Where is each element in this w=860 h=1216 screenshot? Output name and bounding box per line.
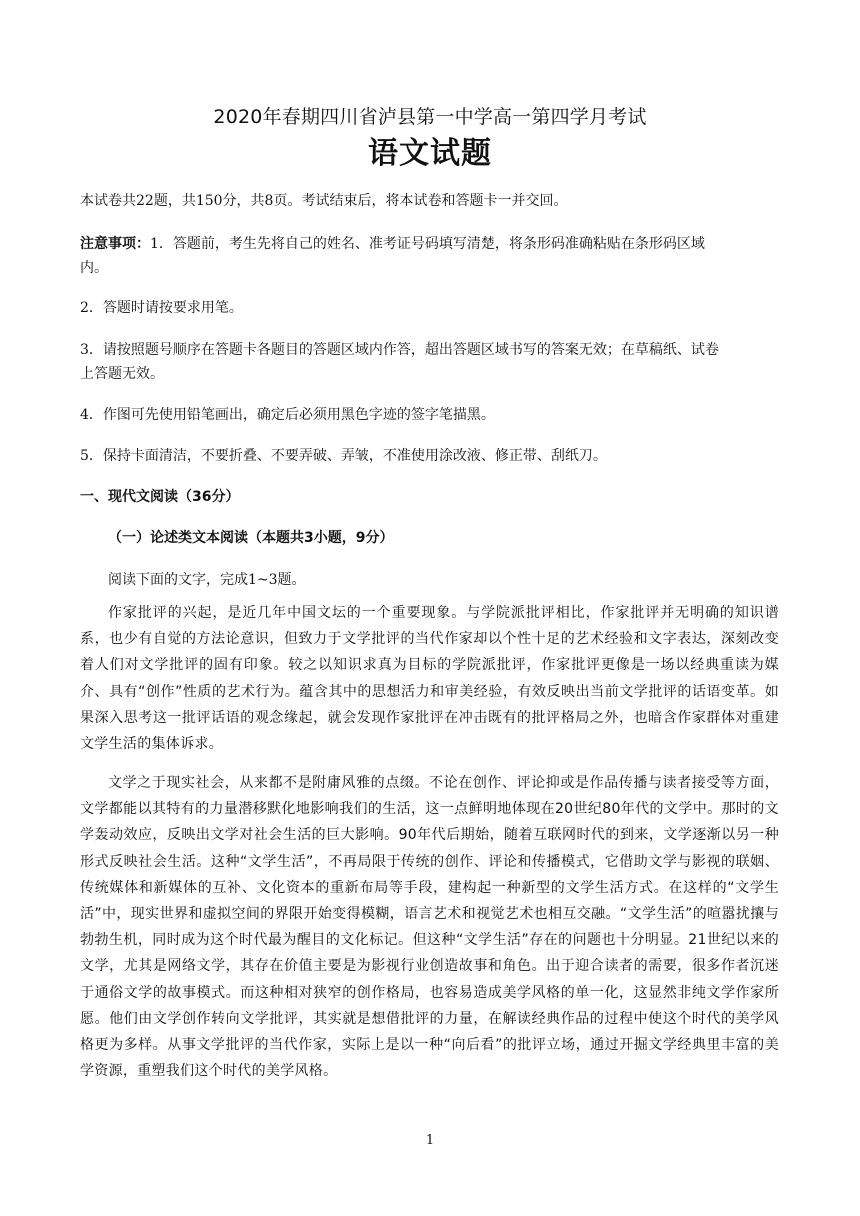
subsection-heading: （一）论述类文本阅读（本题共3小题，9分） (108, 530, 394, 546)
notice-item-1-text: 1．答题前，考生先将自己的姓名、准考证号码填写清楚，将条形码准确粘贴在条形码区域 (150, 236, 705, 252)
exam-intro: 本试卷共22题，共150分，共8页。考试结束后，将本试卷和答题卡一并交回。 (80, 193, 568, 209)
notice-item-5: 5．保持卡面清洁，不要折叠、不要弄破、弄皱，不准使用涂改液、修正带、刮纸刀。 (80, 448, 607, 464)
exam-title: 2020年春期四川省泸县第一中学高一第四学月考试 (213, 106, 647, 128)
reading-instruction: 阅读下面的文字，完成1~3题。 (108, 572, 306, 588)
notice-item-4: 4．作图可先使用铅笔画出，确定后必须用黑色字迹的签字笔描黑。 (80, 407, 495, 423)
notice-item-1-cont: 内。 (80, 260, 108, 276)
notice-item-1 (80, 233, 780, 255)
notice-item-2: 2．答题时请按要求用笔。 (80, 300, 243, 316)
page-number: 1 (425, 1133, 435, 1148)
exam-subject-title: 语文试题 (368, 136, 492, 171)
notice-item-3-cont: 上答题无效。 (80, 366, 164, 382)
passage-paragraph-1: 作家批评的兴起，是近几年中国文坛的一个重要现象。与学院派批评相比，作家批评并无明确的知识谱系，也少有自觉的方法论意识，但致力于文学批评的当代作家却以个性十足的艺术经验和文字表达，深刻改变着人们对文学批评的固有印象。较之以知识求真为目标的学院派批评，作家批评更像是一场以经典重读为媒介、具有“创作”性质的艺术行为。蕴含其中的思想活力和审美经验，有效反映出当前文学批评的话语变革。如果深入思考这一批评话语的观念缘起，就会发现作家批评在冲击既有的批评格局之外，也暗含作家群体对重建文学生活的集体诉求。 (80, 605, 779, 753)
notice-item-3: 3．请按照题号顺序在答题卡各题目的答题区域内作答，超出答题区域书写的答案无效；在草稿纸、试卷 (80, 342, 719, 358)
notice-label: 注意事项： (80, 236, 150, 252)
section-heading: 一、现代文阅读（36分） (80, 489, 240, 505)
passage-paragraph-2: 文学之于现实社会，从来都不是附庸风雅的点缀。不论在创作、评论抑或是作品传播与读者接受等方面，文学都能以其特有的力量潜移默化地影响我们的生活，这一点鲜明地体现在20世纪80年代的文学中。那时的文学轰动效应，反映出文学对社会生活的巨大影响。90年代后期始，随着互联网时代的到来，文学逐渐以另一种形式反映社会生活。这种“文学生活”，不再局限于传统的创作、评论和传播模式，它借助文学与影视的联姻、传统媒体和新媒体的互补、文化资本的重新布局等手段，建构起一种新型的文学生活方式。在这样的“文学生活”中，现实世界和虚拟空间的界限开始变得模糊，语言艺术和视觉艺术也相互交融。“文学生活”的喧嚣扰攘与勃勃生机，同时成为这个时代最为醒目的文化标记。但这种“文学生活”存在的问题也十分明显。21世纪以来的文学，尤其是网络文学，其存在价值主要是为影视行业创造故事和角色。出于迎合读者的需要，很多作者沉迷于通俗文学的故事模式。而这种相对狭窄的创作格局，也容易造成美学风格的单一化，这显然非纯文学作家所愿。他们由文学创作转向文学批评，其实就是想借批评的力量，在解读经典作品的过程中使这个时代的美学风格更为多样。从事文学批评的当代作家，实际上是以一种“向后看”的批评立场，通过开掘文学经典里丰富的美学资源，重塑我们这个时代的美学风格。 (80, 775, 779, 1080)
